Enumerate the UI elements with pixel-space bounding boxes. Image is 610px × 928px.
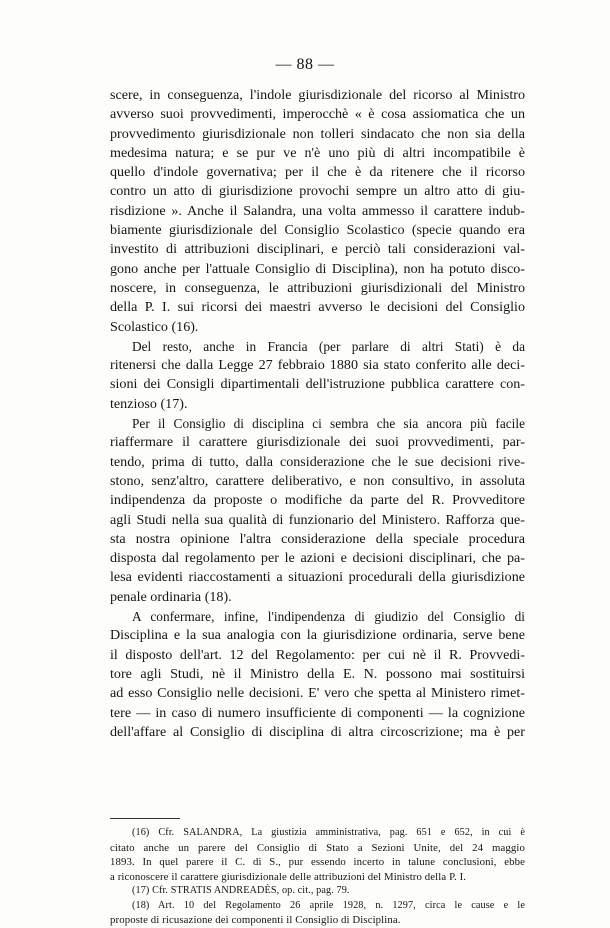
text-line: biamente giurisdizionale del Consiglio Scolastico (specie quando era — [110, 222, 525, 239]
footnote-line: (16) Cfr. SALANDRA, La giustizia amministrativa, pag. 651 e 652, in cui è — [132, 827, 525, 838]
text-line: il disposto dell'art. 12 del Regolamento: per cui nè il R. Provvedi- — [110, 646, 525, 663]
text-line: dell'affare al Consiglio di disciplina di altra circoscrizione; ma è per — [110, 723, 525, 740]
footnote — [110, 884, 525, 899]
text-line: avverso suoi provvedimenti, imperocchè « è cosa assiomatica che un — [110, 106, 525, 123]
text-line: provvedimento giurisdizionale non tolleri sindacato che non sia della — [110, 125, 525, 142]
text-line: sta nostra opinione l'altra considerazione della speciale procedura — [110, 530, 525, 547]
text-line: indipendenza da proposte o modifiche da parte del R. Provveditore — [110, 492, 525, 509]
paragraph — [110, 86, 525, 337]
text-line: Per il Consiglio di disciplina ci sembra che sia ancora più facile — [132, 416, 525, 432]
footnote-line: a riconoscere il carattere giurisdizionale delle attribuzioni del Ministro della P. I. — [110, 870, 467, 883]
text-line: quello d'indole governativa; per il che è da ritenere che il ricorso — [110, 164, 525, 181]
text-line: A confermare, infine, l'indipendenza di giudizio del Consiglio di — [132, 609, 525, 625]
footnote — [110, 826, 525, 884]
text-line: gono anche per l'attuale Consiglio di Disciplina), non ha potuto disco- — [110, 260, 525, 277]
text-line: tendo, prima di tutto, dalla considerazione che le sue decisioni rive- — [110, 453, 525, 470]
text-line: ritenersi che dalla Legge 27 febbraio 1880 sia stato conferito alle deci- — [110, 357, 525, 374]
text-line: Scolastico (16). — [110, 318, 199, 335]
text-line: contro un atto di giurisdizione provochi sempre un altro atto di giu- — [110, 183, 525, 200]
footnote-separator — [110, 818, 180, 819]
footnote-line: proposte di ricusazione dei componenti il Consiglio di Disciplina. — [110, 914, 401, 926]
footnote-line: (18) Art. 10 del Regolamento 26 aprile 1928, n. 1297, circa le cause e le — [132, 899, 525, 911]
text-line: tenzioso (17). — [110, 395, 188, 412]
text-line: tore agli Studi, nè il Ministro della E. N. possono mai sostituirsi — [110, 665, 525, 682]
text-line: investito di attribuzioni disciplinari, e perciò tali considerazioni val- — [110, 241, 525, 258]
footnotes — [110, 826, 525, 928]
text-line: disposta dal regolamento per le azioni e decisioni disciplinari, che pa- — [110, 550, 525, 567]
text-line: medesima natura; e se pur ve n'è uno più di altri incompatibile è — [110, 144, 525, 161]
footnote-line: (17) Cfr. STRATIS ANDREADÈS, op. cit., pag. 79. — [132, 885, 350, 896]
text-line: Del resto, anche in Francia (per parlare di altri Stati) è da — [132, 338, 525, 354]
paragraph — [110, 337, 525, 414]
text-line: riaffermare il carattere giurisdizionale dei suoi provvedimenti, par- — [110, 434, 525, 451]
footnote — [110, 899, 525, 928]
text-line: stono, senz'altro, carattere deliberativo, e non consultivo, in assoluta — [110, 472, 525, 489]
text-line: Disciplina e la sua analogia con la giurisdizione ordinaria, serve bene — [110, 627, 525, 644]
text-line: tere — in caso di numero insufficiente di componenti — la cognizione — [110, 704, 525, 721]
text-line: penale ordinaria (18). — [110, 588, 232, 605]
paragraph — [110, 607, 525, 742]
text-line: risdizione ». Anche il Salandra, una volta ammesso il carattere indub- — [110, 202, 525, 219]
page-number: — 88 — — [275, 56, 335, 73]
footnote-line: citato anche un parere del Consiglio di Stato a Sezioni Unite, del 24 maggio — [110, 841, 525, 854]
body-text — [110, 86, 525, 742]
text-line: ad esso Consiglio nelle decisioni. E' vero che spetta al Ministero rimet- — [110, 685, 525, 702]
text-line: noscere, in conseguenza, le attribuzioni giurisdizionali del Ministro — [110, 279, 525, 296]
text-line: sioni dei Consigli dipartimentali dell'istruzione pubblica carattere con- — [110, 376, 525, 393]
text-line: agli Studi nella sua qualità di funzionario del Ministero. Rafforza que- — [110, 511, 525, 528]
text-line: della P. I. sui ricorsi dei maestri avverso le decisioni del Consiglio — [110, 299, 525, 316]
text-line: lesa evidenti riaccostamenti a situazioni procedurali della giurisdizione — [110, 569, 525, 586]
footnote-line: 1893. In quel parere il C. di S., pur essendo incerto in talune conclusioni, ebbe — [110, 856, 525, 868]
text-line: scere, in conseguenza, l'indole giurisdizionale del ricorso al Ministro — [110, 87, 525, 103]
paragraph — [110, 414, 525, 607]
